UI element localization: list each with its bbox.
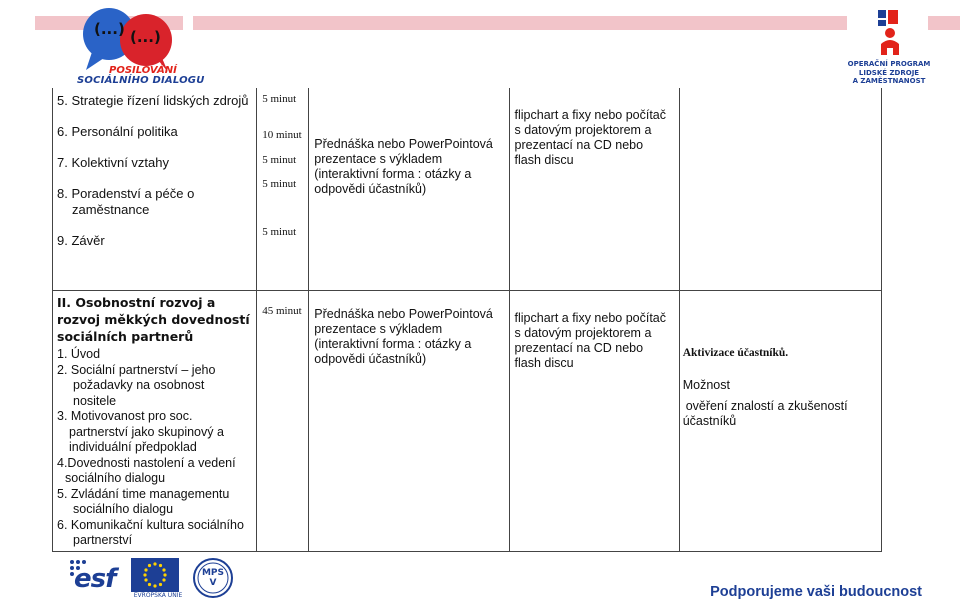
topic-item: 8. Poradenství a péče o: [57, 186, 195, 201]
heading-line: sociálních partnerů: [57, 329, 194, 344]
list-item: 1. Úvod: [57, 347, 101, 361]
person-figure-icon: [874, 6, 904, 56]
op-lzz-logo: [844, 4, 934, 92]
list-item: požadavky na osobnost: [73, 378, 205, 392]
aids-line: s datovým projektorem a: [514, 123, 652, 137]
aids-line: flash discu: [514, 153, 574, 167]
eu-flag: [131, 558, 179, 596]
posilovani-logo: [64, 4, 204, 90]
notes-line: Možnost: [682, 378, 730, 392]
aids-line: flipchart a fixy nebo počítač: [514, 108, 667, 122]
header-bar-middle: [193, 16, 847, 30]
subtopic-list: [57, 347, 257, 549]
topics-cell: [53, 291, 257, 552]
list-item: 3. Motivovanost pro soc.: [57, 409, 193, 423]
notes-cell: [679, 88, 881, 291]
time-value: 5 minut: [262, 154, 297, 166]
aids-line: flash discu: [514, 356, 574, 370]
notes-line: účastníků: [682, 414, 737, 428]
aids-cell: [509, 88, 679, 291]
list-item: 6. Komunikační kultura sociálního: [57, 517, 244, 532]
method-cell: [309, 291, 509, 552]
topic-item-cont: zaměstnance: [72, 202, 150, 217]
time-value: 5 minut: [262, 93, 297, 105]
bubble-right-text: (...): [130, 28, 161, 46]
logo-caption-line1: POSILOVÁNÍ: [109, 65, 177, 76]
bubble-left-text: (...): [94, 20, 125, 38]
list-item: 2. Sociální partnerství – jeho: [57, 362, 216, 377]
list-item: nositele: [73, 393, 117, 408]
method-line: odpovědi účastníků): [314, 182, 427, 196]
list-item: sociálního dialogu: [73, 502, 174, 516]
method-text: [314, 137, 508, 197]
section-heading: [57, 294, 250, 345]
times-cell: [257, 88, 309, 291]
aids-cell: [509, 291, 679, 552]
topic-item: 6. Personální politika: [57, 124, 178, 139]
method-line: Přednáška nebo PowerPointová: [314, 307, 493, 321]
heading-line: rozvoj měkkých dovedností: [57, 312, 250, 327]
topic-item: 5. Strategie řízení lidských zdrojů: [57, 93, 249, 108]
aids-line: s datovým projektorem a: [514, 326, 652, 340]
method-line: (interaktivní forma : otázky a: [314, 167, 472, 181]
logo-right-line1: OPERAČNÍ PROGRAM: [847, 60, 931, 68]
method-line: prezentace s výkladem: [314, 152, 443, 166]
aids-line: prezentací na CD nebo: [514, 138, 644, 152]
list-item: 5. Zvládání time managementu: [57, 486, 230, 501]
method-line: odpovědi účastníků): [314, 352, 427, 366]
course-plan-table: [52, 88, 882, 552]
eu-flag-icon: [131, 558, 179, 592]
heading-line: II. Osobnostní rozvoj a: [57, 295, 216, 310]
method-cell: [309, 88, 509, 291]
mpsv-text: MPSV: [201, 568, 225, 588]
aids-line: prezentací na CD nebo: [514, 341, 644, 355]
list-item: partnerství: [73, 533, 133, 547]
time-value: 45 minut: [262, 305, 302, 317]
notes-cell: [679, 291, 881, 552]
list-item: individuální předpoklad: [69, 440, 197, 454]
time-value: 5 minut: [262, 178, 297, 190]
mpsv-logo: [192, 558, 234, 598]
logo-caption-line2: SOCIÁLNÍHO DIALOGU: [77, 75, 205, 86]
topic-item: 7. Kolektivní vztahy: [57, 155, 169, 170]
eu-caption: EVROPSKÁ UNIE: [133, 592, 183, 599]
slogan: Podporujeme vaši budoucnost: [710, 584, 922, 600]
topic-item: 9. Závěr: [57, 233, 105, 248]
method-line: (interaktivní forma : otázky a: [314, 337, 472, 351]
aids-line: flipchart a fixy nebo počítač: [514, 311, 667, 325]
method-line: Přednáška nebo PowerPointová: [314, 137, 493, 151]
notes-title: Aktivizace účastníků.: [682, 347, 789, 359]
table-row: [53, 88, 882, 291]
notes-line: ověření znalostí a zkušeností: [685, 399, 848, 413]
topics-cell: [53, 88, 257, 291]
time-value: 10 minut: [262, 129, 302, 141]
time-value: 5 minut: [262, 226, 297, 238]
esf-logo: [68, 558, 120, 596]
aids-text: [515, 311, 679, 371]
aids-text: [515, 108, 679, 168]
logo-right-line3: A ZAMĚSTNANOST: [852, 77, 926, 85]
list-item: sociálního dialogu: [65, 471, 166, 485]
list-item: 4.Dovednosti nastolení a vedení: [57, 455, 236, 470]
esf-text: esf: [74, 564, 116, 594]
method-text: [314, 307, 508, 367]
method-line: prezentace s výkladem: [314, 322, 443, 336]
logo-right-line2: LIDSKÉ ZDROJE: [858, 68, 920, 77]
times-cell: [257, 291, 309, 552]
list-item: partnerství jako skupinový a: [69, 424, 224, 439]
table-row: [53, 291, 882, 552]
